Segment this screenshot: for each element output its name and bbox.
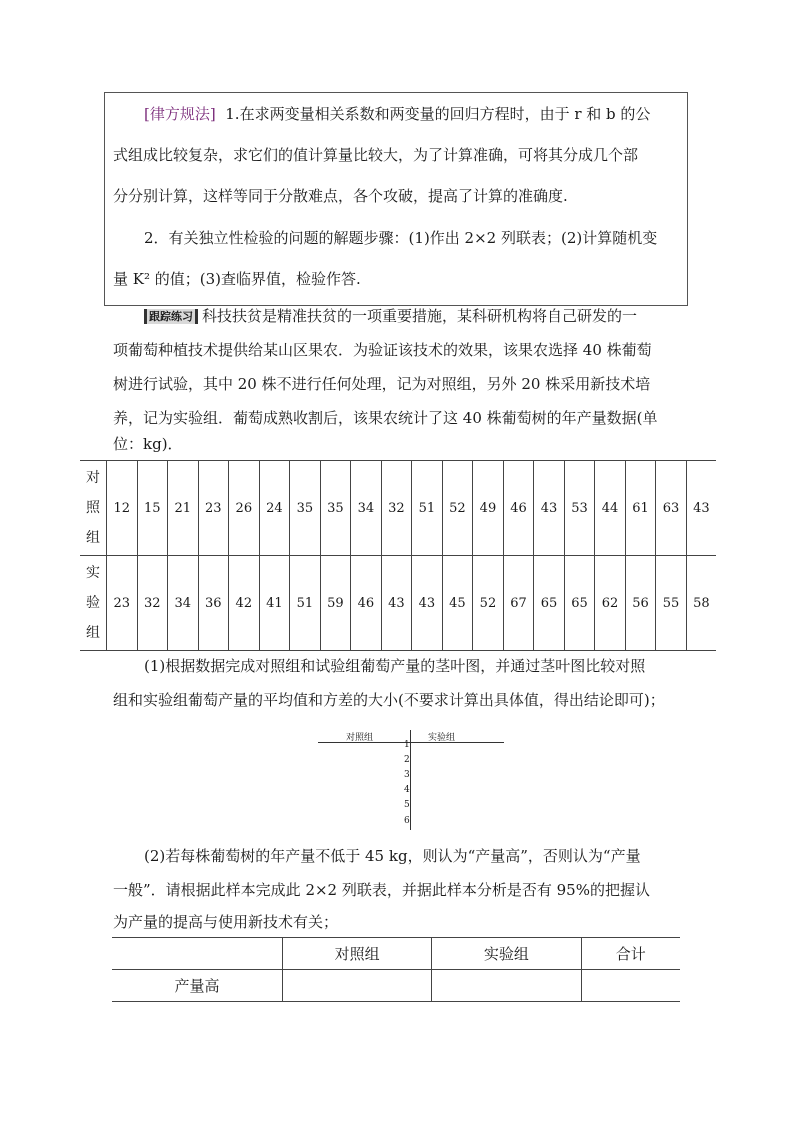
- experiment-cell: 52: [473, 556, 504, 651]
- q1-line1: (1)根据数据完成对照组和试验组葡萄产量的茎叶图，并通过茎叶图比较对照: [144, 657, 646, 675]
- control-cell: 34: [351, 461, 382, 556]
- method-p2-line1: 2．有关独立性检验的问题的解题步骤：(1)作出 2×2 列联表；(2)计算随机变: [144, 229, 658, 247]
- contingency-corner: [112, 938, 283, 970]
- control-cell: 53: [564, 461, 595, 556]
- contingency-cell: [283, 970, 432, 1002]
- stem-leaf-diagram: [318, 730, 504, 830]
- experiment-cell: 58: [686, 556, 716, 651]
- contingency-row-high: [112, 970, 680, 1002]
- experiment-cell: 34: [168, 556, 199, 651]
- method-tag: [律方规法]: [144, 105, 216, 123]
- q2-line3: 为产量的提高与使用新技术有关；: [113, 913, 339, 931]
- contingency-header: 对照组: [283, 938, 432, 970]
- stem-value: 2: [404, 755, 410, 765]
- contingency-cell: [432, 970, 581, 1002]
- experiment-row: [80, 556, 716, 651]
- experiment-cell: 43: [381, 556, 412, 651]
- control-cell: 21: [168, 461, 199, 556]
- method-p2-line2: 量 K² 的值；(3)查临界值，检验作答.: [113, 270, 361, 288]
- practice-line1: 跟踪练习 科技扶贫是精准扶贫的一项重要措施，某科研机构将自己研发的一: [144, 306, 637, 326]
- practice-line3: 树进行试验，其中 20 株不进行任何处理，记为对照组，另外 20 株采用新技术培: [113, 375, 651, 393]
- stem-value: 6: [404, 816, 410, 826]
- contingency-header: 实验组: [432, 938, 581, 970]
- control-cell: 26: [229, 461, 260, 556]
- contingency-header: 合计: [581, 938, 680, 970]
- control-cell: 46: [503, 461, 534, 556]
- experiment-cell: 59: [320, 556, 351, 651]
- experiment-cell: 43: [412, 556, 443, 651]
- experiment-cell: 23: [107, 556, 138, 651]
- experiment-cell: 51: [290, 556, 321, 651]
- experiment-cell: 36: [198, 556, 229, 651]
- experiment-cell: 45: [442, 556, 473, 651]
- stem-header-line: [318, 742, 504, 743]
- contingency-header-row: [112, 938, 680, 970]
- q2-line1: (2)若每株葡萄树的年产量不低于 45 kg，则认为“产量高”，否则认为“产量: [144, 847, 641, 865]
- yield-data-table: [80, 460, 716, 651]
- control-row: [80, 461, 716, 556]
- practice-line2: 项葡萄种植技术提供给某山区果农．为验证该技术的效果，该果农选择 40 株葡萄: [113, 341, 652, 359]
- control-cell: 35: [320, 461, 351, 556]
- method-p1-line2: 式组成比较复杂，求它们的值计算量比较大，为了计算准确，可将其分成几个部: [113, 146, 639, 164]
- q1-line2: 组和实验组葡萄产量的平均值和方差的大小(不要求计算出具体值，得出结论即可)；: [113, 691, 665, 709]
- control-cell: 49: [473, 461, 504, 556]
- control-cell: 61: [625, 461, 656, 556]
- experiment-cell: 65: [534, 556, 565, 651]
- experiment-cell: 62: [595, 556, 626, 651]
- control-cell: 63: [656, 461, 687, 556]
- control-cell: 43: [534, 461, 565, 556]
- experiment-cell: 65: [564, 556, 595, 651]
- stem-left-header: 对照组: [346, 733, 374, 743]
- control-cell: 51: [412, 461, 443, 556]
- control-cell: 24: [259, 461, 290, 556]
- practice-line4: 养，记为实验组．葡萄成熟收割后，该果农统计了这 40 株葡萄树的年产量数据(单: [113, 409, 658, 427]
- practice-badge: 跟踪练习: [144, 309, 198, 324]
- experiment-cell: 32: [137, 556, 168, 651]
- practice-line5: 位：kg)．: [113, 435, 183, 453]
- control-cell: 35: [290, 461, 321, 556]
- control-cell: 23: [198, 461, 229, 556]
- control-cell: 44: [595, 461, 626, 556]
- experiment-cell: 41: [259, 556, 290, 651]
- contingency-table: [112, 937, 680, 1002]
- experiment-cell: 56: [625, 556, 656, 651]
- control-cell: 12: [107, 461, 138, 556]
- control-cell: 32: [381, 461, 412, 556]
- stem-value: 3: [404, 770, 410, 780]
- experiment-cell: 55: [656, 556, 687, 651]
- control-label: 对 照 组: [86, 470, 100, 546]
- control-cell: 52: [442, 461, 473, 556]
- method-p1-line1: [律方规法] 1.在求两变量相关系数和两变量的回归方程时，由于 r 和 b 的公: [144, 105, 651, 123]
- q2-line2: 一般”．请根据此样本完成此 2×2 列联表，并据此样本分析是否有 95%的把握认: [113, 881, 650, 899]
- control-cell: 15: [137, 461, 168, 556]
- stem-divider: [410, 730, 411, 830]
- experiment-cell: 46: [351, 556, 382, 651]
- contingency-cell: [581, 970, 680, 1002]
- experiment-cell: 42: [229, 556, 260, 651]
- stem-value: 4: [404, 785, 410, 795]
- stem-right-header: 实验组: [428, 733, 456, 743]
- stem-value: 5: [404, 800, 410, 810]
- stem-value: 1: [404, 740, 410, 750]
- method-p1-line3: 分分别计算，这样等同于分散难点，各个攻破，提高了计算的准确度.: [113, 187, 568, 205]
- contingency-row-label: 产量高: [174, 977, 220, 995]
- experiment-cell: 67: [503, 556, 534, 651]
- experiment-label: 实 验 组: [86, 565, 100, 641]
- control-cell: 43: [686, 461, 716, 556]
